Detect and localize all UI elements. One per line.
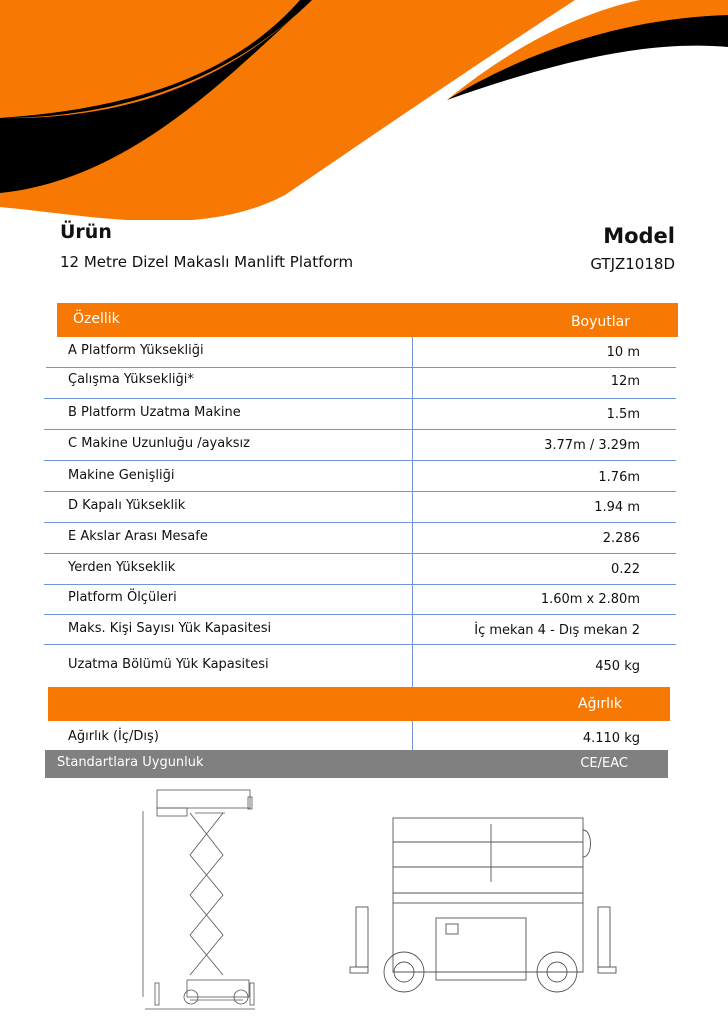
table-row-value: 1.5m (606, 407, 640, 422)
weight-header (48, 687, 670, 721)
model-value: GTJZ1018D (590, 255, 675, 273)
side-view-drawing (135, 785, 265, 1015)
weight-header-label: Ağırlık (578, 696, 622, 712)
weight-value: 4.110 kg (582, 731, 640, 746)
table-row-label: Yerden Yükseklik (68, 560, 176, 575)
value-header: Boyutlar (570, 314, 630, 330)
row-divider (44, 491, 676, 492)
standards-value: CE/EAC (580, 756, 628, 771)
column-divider (412, 337, 413, 687)
model-label: Model (603, 224, 675, 248)
table-row-label: D Kapalı Yükseklik (68, 498, 186, 513)
column-divider (412, 721, 413, 750)
row-divider (44, 584, 676, 585)
standards-bar (45, 750, 668, 778)
product-name: 12 Metre Dizel Makaslı Manlift Platform (60, 253, 354, 271)
row-divider (44, 614, 676, 615)
table-row-label: Platform Ölçüleri (68, 590, 177, 605)
table-row-value: 1.76m (598, 470, 640, 485)
table-row-value: İç mekan 4 - Dış mekan 2 (474, 623, 640, 638)
weight-label: Ağırlık (İç/Dış) (68, 729, 159, 744)
row-divider (46, 367, 676, 368)
table-row-label: Maks. Kişi Sayısı Yük Kapasitesi (68, 621, 272, 636)
table-row-label: Çalışma Yüksekliği* (68, 372, 194, 387)
table-row-label: A Platform Yüksekliği (68, 343, 204, 358)
row-divider (44, 429, 676, 430)
table-row-value: 1.60m x 2.80m (540, 592, 640, 607)
row-divider (44, 644, 676, 645)
front-view-drawing (348, 812, 618, 1002)
table-row-label: E Akslar Arası Mesafe (68, 529, 208, 544)
row-divider (44, 398, 676, 399)
table-row-value: 10 m (606, 345, 640, 360)
table-header (57, 303, 678, 337)
table-row-label: Makine Genişliği (68, 468, 175, 483)
table-row-label: Uzatma Bölümü Yük Kapasitesi (68, 657, 269, 672)
header-wave-decoration (0, 0, 728, 220)
table-row-value: 450 kg (595, 659, 640, 674)
table-row-label: B Platform Uzatma Makine (68, 405, 241, 420)
feature-header: Özellik (73, 311, 120, 327)
table-row-value: 3.77m / 3.29m (544, 438, 640, 453)
table-row-label: C Makine Uzunluğu /ayaksız (68, 436, 250, 451)
standards-label: Standartlara Uygunluk (57, 755, 204, 770)
product-label: Ürün (60, 221, 112, 243)
row-divider (44, 460, 676, 461)
table-row-value: 12m (610, 374, 640, 389)
table-row-value: 2.286 (602, 531, 640, 546)
row-divider (44, 553, 676, 554)
table-row-value: 0.22 (611, 562, 640, 577)
row-divider (44, 522, 676, 523)
table-row-value: 1.94 m (594, 500, 640, 515)
